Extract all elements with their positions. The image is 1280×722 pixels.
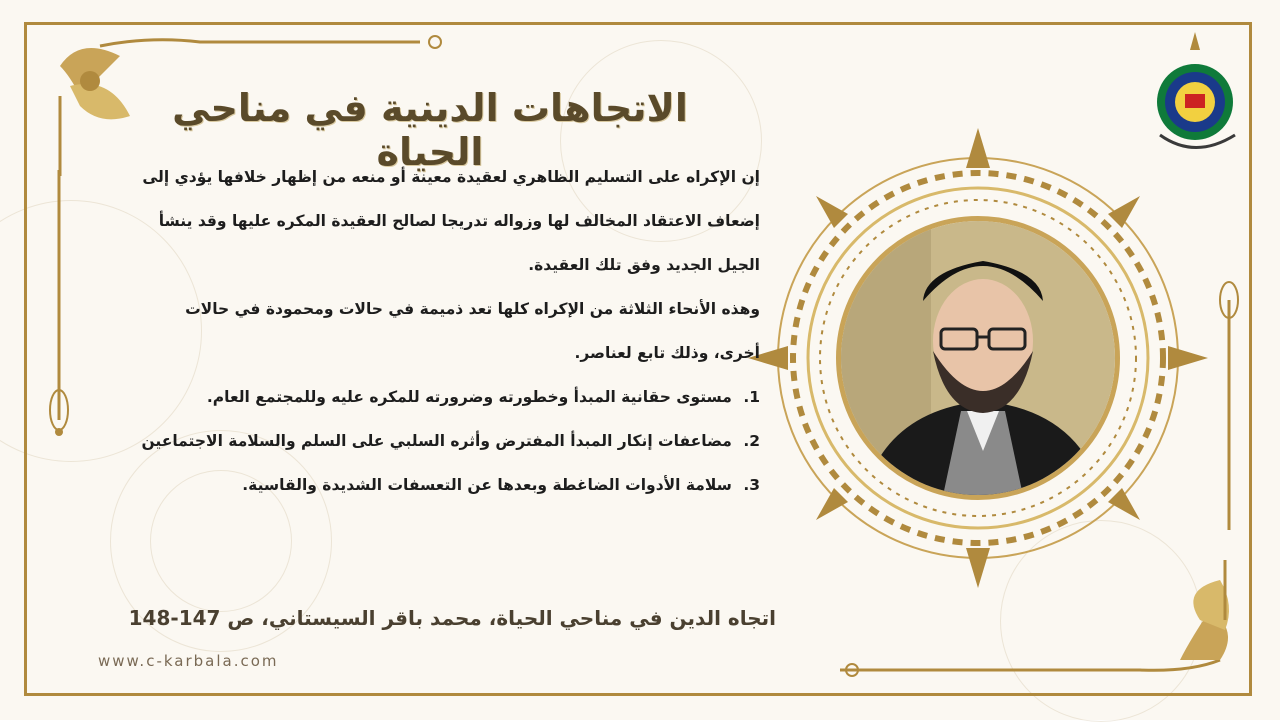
paragraph-line: أخرى، وذلك تابع لعناصر. <box>574 344 760 362</box>
right-vertical-ornament-icon <box>1214 280 1244 530</box>
paragraph-line: وهذه الأنحاء الثلاثة من الإكراه كلها تعد ذميمة في حالات ومحمودة في حالات <box>185 300 760 318</box>
website-url: www.c-karbala.com <box>98 652 279 670</box>
list-text: سلامة الأدوات الضاغطة وبعدها عن التعسفات الشديدة والقاسية. <box>242 476 732 494</box>
portrait-medallion <box>748 128 1208 588</box>
list-item <box>60 375 760 419</box>
list-item <box>60 419 760 463</box>
paragraph-line: الجيل الجديد وفق تلك العقيدة. <box>528 256 760 274</box>
paragraph-line: إضعاف الاعتقاد المخالف لها وزواله تدريجا لصالح العقيدة المكره عليها وقد ينشأ <box>158 212 760 230</box>
list-number: 1. <box>743 388 760 406</box>
quote-body <box>60 155 760 507</box>
page-title: الاتجاهات الدينية في مناحي الحياة <box>172 86 688 174</box>
list-text: مضاعفات إنكار المبدأ المفترض وأثره السلبي على السلم والسلامة الاجتماعين <box>141 432 732 450</box>
list-text: مستوى حقانية المبدأ وخطورته وضرورته للمكره عليه وللمجتمع العام. <box>206 388 732 406</box>
source-citation: اتجاه الدين في مناحي الحياة، محمد باقر السيستاني، ص 147-148 <box>128 606 776 630</box>
list-item <box>60 463 760 507</box>
cleric-portrait-icon <box>836 216 1120 500</box>
list-number: 2. <box>743 432 760 450</box>
list-number: 3. <box>743 476 760 494</box>
paragraph-line: إن الإكراه على التسليم الظاهري لعقيدة معينة أو منعه من إظهار خلافها يؤدي إلى <box>142 168 760 186</box>
